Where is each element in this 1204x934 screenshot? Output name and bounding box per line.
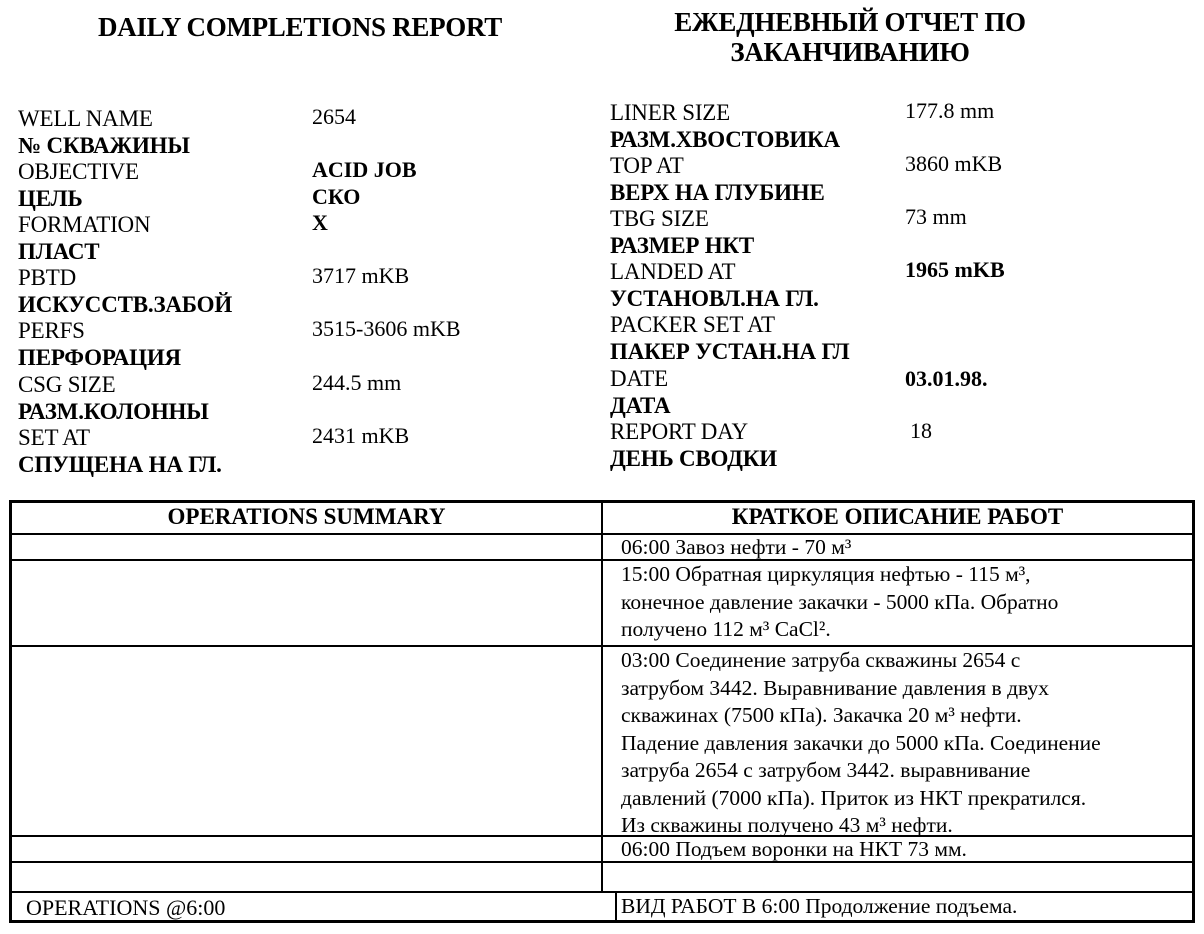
table-row-right-cell	[603, 647, 1192, 837]
liner-size-label-en: LINER SIZE	[610, 100, 731, 125]
perfs-label	[18, 318, 181, 371]
packer-set-at-label	[610, 312, 849, 365]
table-row-line: затрубом 3442. Выравнивание давления в двух	[621, 675, 1049, 700]
formation-label-ru: ПЛАСТ	[18, 238, 100, 264]
report-title-ru-line1: ЕЖЕДНЕВНЫЙ ОТЧЕТ ПО	[674, 7, 1026, 37]
table-row-line: Из скважины получено 43 м³ нефти.	[621, 813, 953, 837]
set-at-value: 2431 mKB	[312, 423, 410, 448]
table-row	[12, 645, 1192, 837]
formation-label	[18, 212, 150, 265]
pbtd-value: 3717 mKB	[312, 263, 410, 288]
report-day-label	[610, 419, 777, 472]
table-row-line: конечное давление закачки - 5000 кПа. Обратно	[621, 589, 1059, 614]
objective-label-ru: ЦЕЛЬ	[18, 185, 83, 211]
table-row	[12, 835, 1192, 863]
liner-size-label-ru: РАЗМ.ХВОСТОВИКА	[610, 126, 840, 152]
csg-size-label	[18, 372, 209, 425]
table-row-line: давлений (7000 кПа). Приток из НКТ прекратился.	[621, 785, 1087, 810]
report-day-label-ru: ДЕНЬ СВОДКИ	[610, 445, 777, 471]
csg-size-label-ru: РАЗМ.КОЛОННЫ	[18, 398, 209, 424]
report-title-ru	[640, 7, 1060, 67]
liner-size-value: 177.8 mm	[905, 98, 995, 123]
set-at-label	[18, 425, 222, 478]
landed-at-label-en: LANDED AT	[610, 259, 736, 284]
perfs-label-en: PERFS	[18, 318, 85, 343]
table-row-line: затруба 2654 с затрубом 3442. выравнивание	[621, 758, 1031, 782]
pbtd-label-ru: ИСКУССТВ.ЗАБОЙ	[18, 291, 233, 317]
date-label-en: DATE	[610, 366, 668, 391]
table-row-right-cell	[603, 893, 1192, 920]
landed-at-label	[610, 259, 819, 312]
pbtd-label-en: PBTD	[18, 265, 76, 290]
table-row-line: ВИД РАБОТ В 6:00 Продолжение подъема.	[621, 894, 1018, 918]
table-row-right-cell	[603, 863, 1192, 893]
table-row-left-cell	[12, 863, 603, 893]
tbg-size-label	[610, 206, 754, 259]
well-name-label-ru: № СКВАЖИНЫ	[18, 132, 190, 158]
work-description-header: КРАТКОЕ ОПИСАНИЕ РАБОТ	[731, 504, 1064, 529]
top-at-label-ru: ВЕРХ НА ГЛУБИНЕ	[610, 179, 825, 205]
objective-value-en: ACID JOB	[312, 157, 417, 182]
landed-at-value: 1965 mKB	[905, 257, 1005, 282]
table-row-line: 06:00 Подъем воронки на НКТ 73 мм.	[621, 837, 967, 861]
landed-at-label-ru: УСТАНОВЛ.НА ГЛ.	[610, 285, 819, 311]
set-at-label-ru: СПУЩЕНА НА ГЛ.	[18, 451, 222, 477]
table-row-line: 06:00 Завоз нефти - 70 м³	[621, 535, 852, 559]
table-row-left-cell	[12, 561, 603, 647]
operations-summary-header: OPERATIONS SUMMARY	[12, 503, 603, 533]
well-name-label-en: WELL NAME	[18, 106, 153, 131]
table-row-line: получено 112 м³ CaCl².	[621, 617, 831, 641]
report-title-ru-line2: ЗАКАНЧИВАНИЮ	[730, 37, 970, 67]
top-at-label	[610, 153, 825, 206]
perfs-value: 3515-3606 mKB	[312, 316, 461, 341]
table-row-right-cell	[603, 837, 1192, 863]
table-row-line: 03:00 Соединение затруба скважины 2654 с	[621, 648, 1021, 672]
tbg-size-label-ru: РАЗМЕР НКТ	[610, 232, 755, 258]
table-row-line: 15:00 Обратная циркуляция нефтью - 115 м³,	[621, 562, 1031, 586]
objective-label	[18, 159, 139, 212]
table-row-right-cell	[603, 535, 1192, 561]
csg-size-value: 244.5 mm	[312, 370, 402, 395]
packer-set-at-label-ru: ПАКЕР УСТАН.НА ГЛ	[610, 338, 850, 364]
objective-value	[312, 157, 417, 210]
formation-label-en: FORMATION	[18, 212, 151, 237]
table-row	[12, 891, 1192, 920]
table-row-right-cell	[603, 561, 1192, 647]
operations-at-6-label: OPERATIONS @6:00	[12, 893, 617, 920]
table-row	[12, 533, 1192, 561]
date-label-ru: ДАТА	[610, 392, 671, 418]
top-at-label-en: TOP AT	[610, 153, 684, 178]
table-row	[12, 861, 1192, 893]
report-day-value: 18	[910, 418, 932, 443]
table-row-line: Падение давления закачки до 5000 кПа. Соединение	[621, 730, 1101, 755]
formation-value: X	[312, 210, 328, 235]
objective-label-en: OBJECTIVE	[18, 159, 139, 184]
liner-size-label	[610, 100, 840, 153]
operations-table	[9, 500, 1195, 923]
table-header-row	[12, 503, 1192, 533]
well-name-value: 2654	[312, 104, 356, 129]
well-name-label	[18, 106, 190, 159]
table-row-left-cell	[12, 837, 603, 863]
date-value: 03.01.98.	[905, 366, 988, 391]
table-row-left-cell	[12, 647, 603, 837]
packer-set-at-label-en: PACKER SET AT	[610, 312, 775, 337]
tbg-size-label-en: TBG SIZE	[610, 206, 709, 231]
report-title-en: DAILY COMPLETIONS REPORT	[98, 12, 502, 42]
set-at-label-en: SET AT	[18, 425, 90, 450]
objective-value-ru: СКО	[312, 183, 361, 209]
csg-size-label-en: CSG SIZE	[18, 372, 116, 397]
perfs-label-ru: ПЕРФОРАЦИЯ	[18, 344, 181, 370]
pbtd-label	[18, 265, 232, 318]
table-row-line: скважинах (7500 кПа). Закачка 20 м³ нефти.	[621, 703, 1022, 727]
table-row	[12, 559, 1192, 647]
report-day-label-en: REPORT DAY	[610, 419, 748, 444]
date-label	[610, 366, 670, 419]
tbg-size-value: 73 mm	[905, 204, 967, 229]
top-at-value: 3860 mKB	[905, 151, 1003, 176]
table-row-left-cell	[12, 535, 603, 561]
